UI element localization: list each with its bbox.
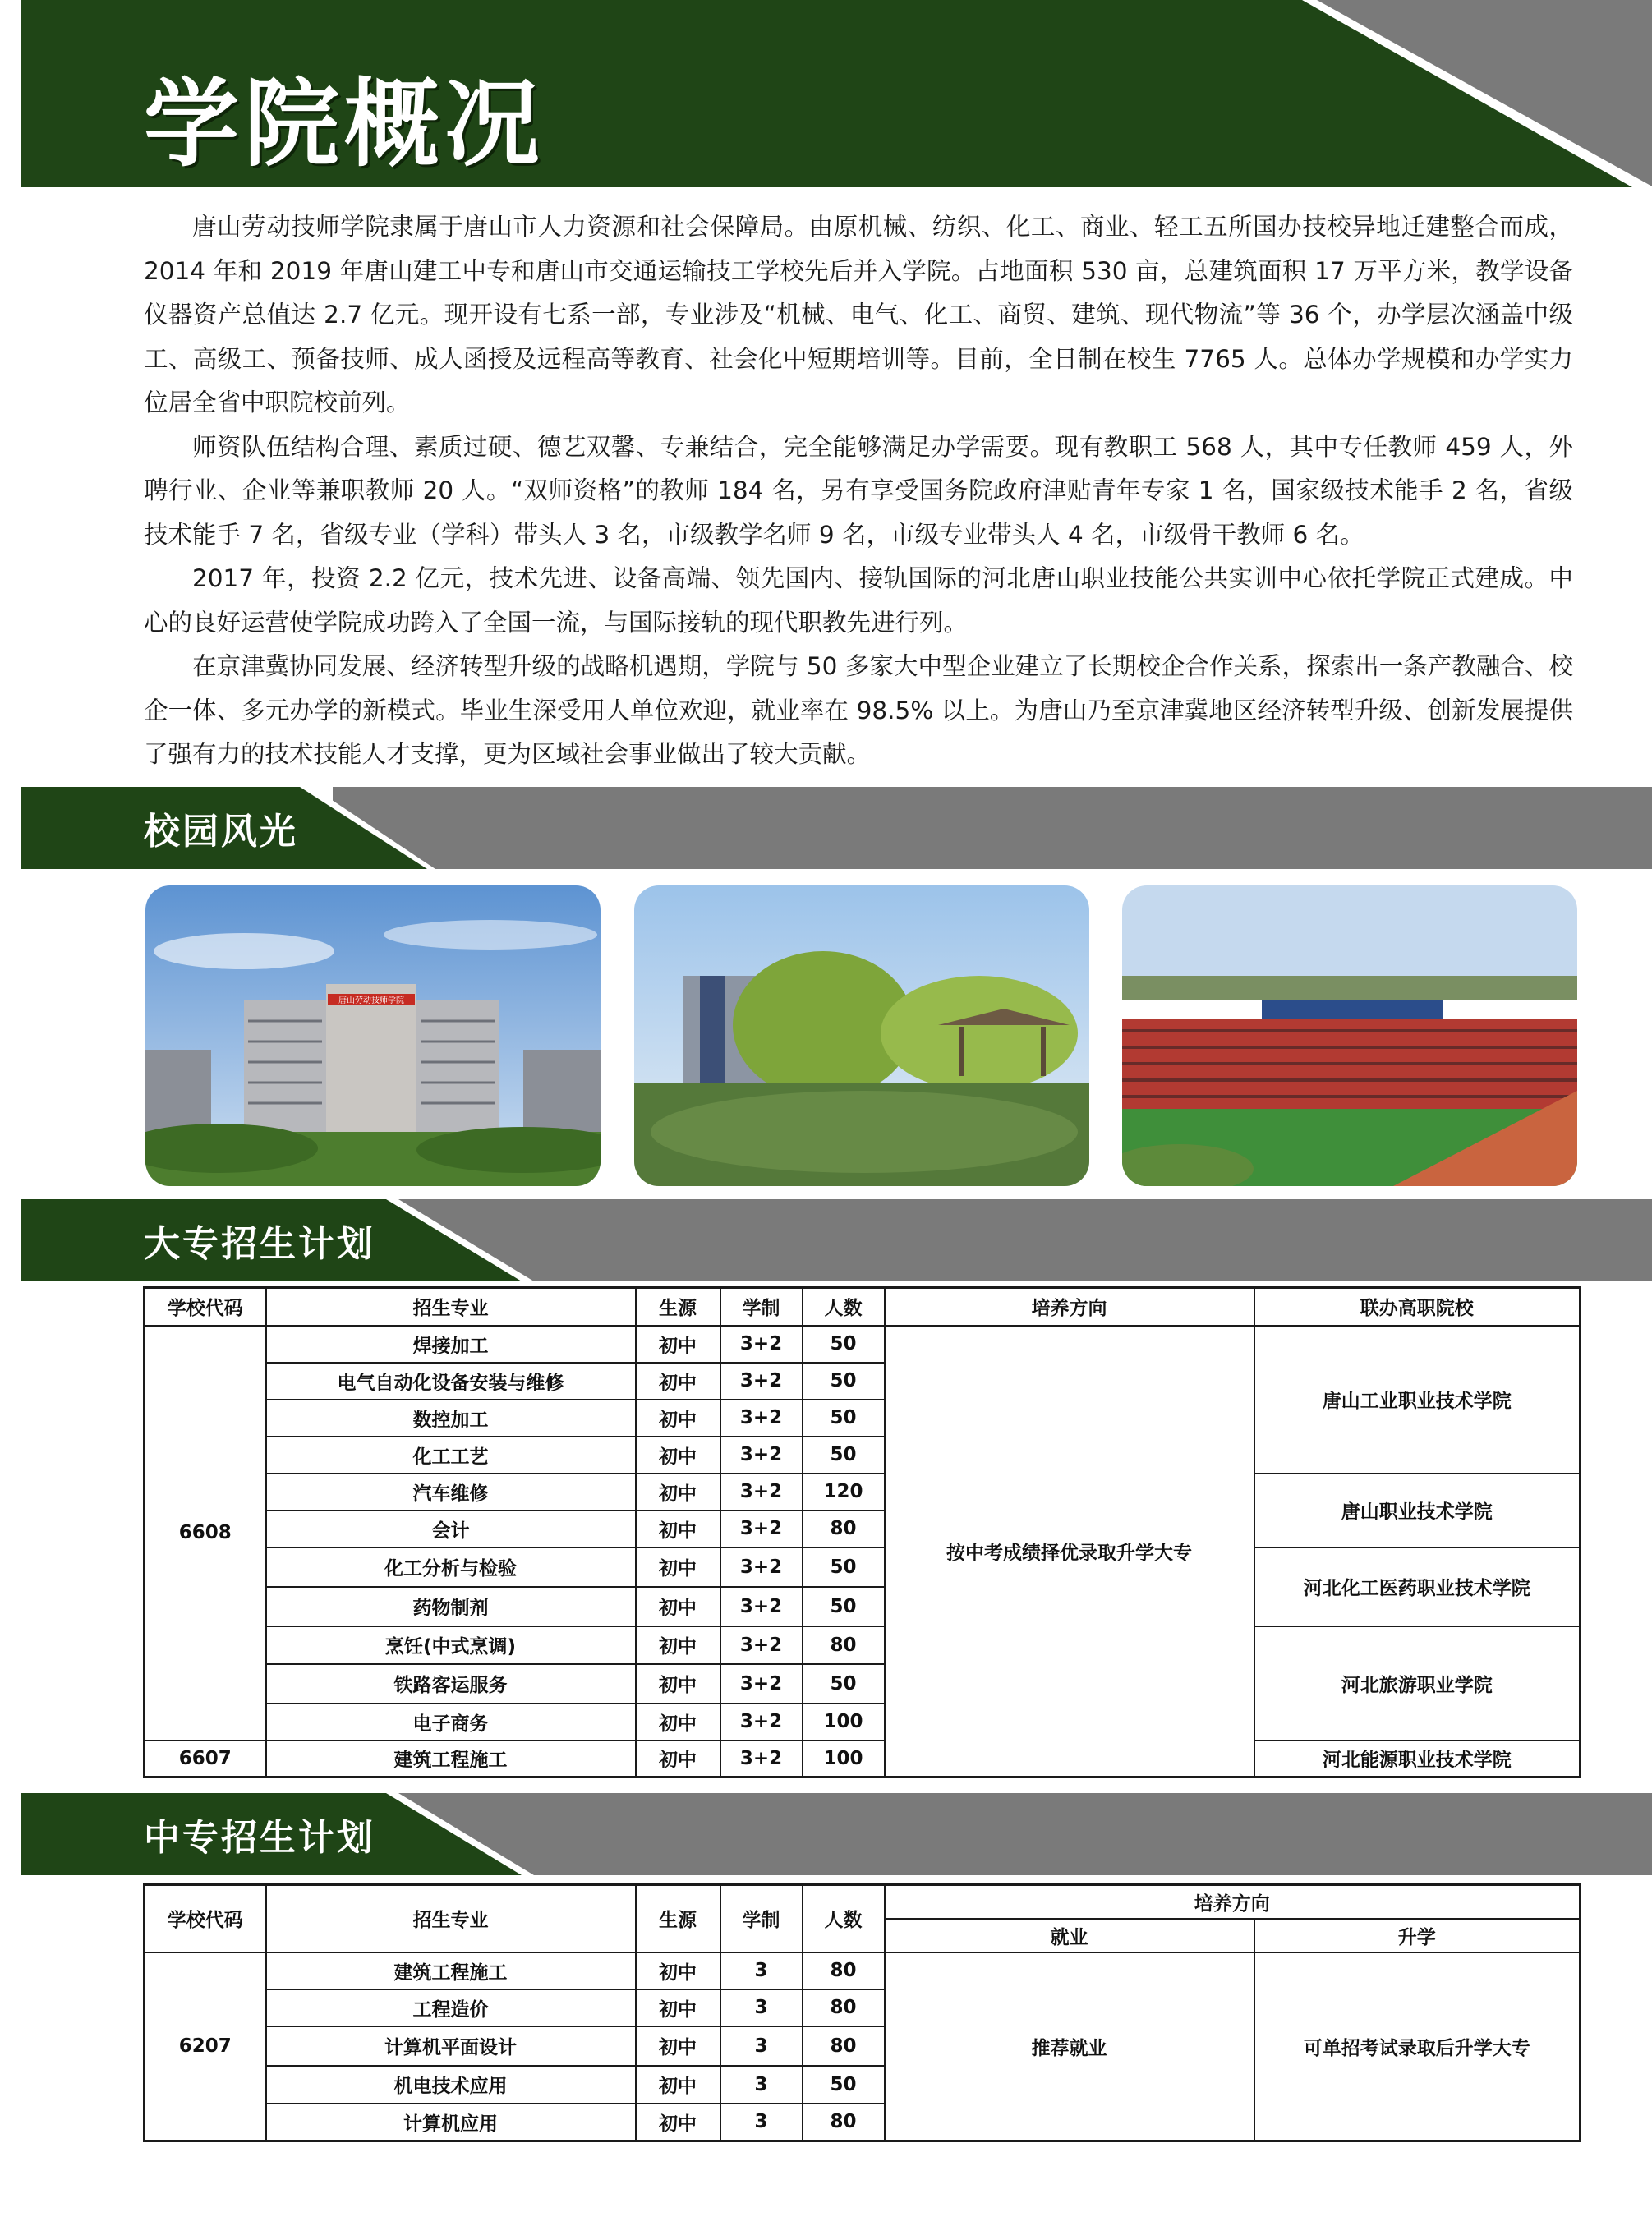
campus-building-photo (145, 885, 601, 1186)
length-cell: 3+2 (720, 1704, 803, 1741)
major-cell: 数控加工 (266, 1400, 636, 1437)
table-row (145, 1547, 1581, 1587)
length-cell: 3+2 (720, 1741, 803, 1777)
partner-college-cell: 河北化工医药职业技术学院 (1254, 1547, 1581, 1626)
direction-cell: 按中考成绩择优录取升学大专 (885, 1326, 1254, 1777)
header-school-code: 学校代码 (145, 1885, 266, 1952)
school-code-cell: 6608 (145, 1326, 266, 1741)
school-code-cell: 6207 (145, 1952, 266, 2141)
campus-field-photo (1122, 885, 1577, 1186)
college-plan-header (21, 1199, 1652, 1281)
length-cell: 3 (720, 2066, 803, 2104)
source-cell: 初中 (636, 1547, 720, 1587)
count-cell: 80 (803, 1626, 885, 1664)
further-study-cell: 可单招考试录取后升学大专 (1254, 1952, 1581, 2141)
source-cell: 初中 (636, 1400, 720, 1437)
count-cell: 80 (803, 1989, 885, 2026)
length-cell: 3 (720, 1989, 803, 2026)
major-cell: 焊接加工 (266, 1326, 636, 1363)
source-cell: 初中 (636, 1626, 720, 1664)
major-cell: 化工工艺 (266, 1437, 636, 1474)
major-cell: 会计 (266, 1511, 636, 1547)
source-cell: 初中 (636, 1326, 720, 1363)
source-cell: 初中 (636, 1704, 720, 1741)
major-cell: 计算机平面设计 (266, 2026, 636, 2066)
intro-paragraph: 唐山劳动技师学院隶属于唐山市人力资源和社会保障局。由原机械、纺织、化工、商业、轻工五所国办技校异地迁建整合而成，2014 年和 2019 年唐山建工中专和唐山市交通运输技工学校先后并入学院。占地面积 530 亩，总建筑面积 17 万平方米，教学设备仪器资产总值达 2.7 亿元。现开设有七系一部，专业涉及“机械、电气、化工、商贸、建筑、现代物流”等 36 个，办学层次涵盖中级工、高级工、预备技师、成人函授及远程高等教育、社会化中短期培训等。目前，全日制在校生 7765 人。总体办学规模和办学实力位居全省中职院校前列。 (144, 213, 1573, 416)
length-cell: 3 (720, 1952, 803, 1989)
major-cell: 烹饪(中式烹调) (266, 1626, 636, 1664)
length-cell: 3+2 (720, 1363, 803, 1400)
major-cell: 汽车维修 (266, 1474, 636, 1511)
source-cell: 初中 (636, 1741, 720, 1777)
college-plan-title: 大专招生计划 (144, 1223, 375, 1265)
header-further-study: 升学 (1254, 1919, 1581, 1952)
intro-text (144, 205, 1573, 777)
college-plan-table (143, 1286, 1581, 1778)
length-cell: 3+2 (720, 1326, 803, 1363)
header-major: 招生专业 (266, 1885, 636, 1952)
header-length: 学制 (720, 1885, 803, 1952)
major-cell: 建筑工程施工 (266, 1741, 636, 1777)
length-cell: 3 (720, 2104, 803, 2141)
school-code-cell: 6607 (145, 1741, 266, 1777)
page-title: 学院概况 (144, 69, 545, 180)
source-cell: 初中 (636, 2066, 720, 2104)
campus-section-title: 校园风光 (144, 811, 298, 853)
major-cell: 电子商务 (266, 1704, 636, 1741)
length-cell: 3 (720, 2026, 803, 2066)
source-cell: 初中 (636, 1989, 720, 2026)
header-direction: 培养方向 (885, 1288, 1254, 1326)
campus-pond-photo (634, 885, 1089, 1186)
header-length: 学制 (720, 1288, 803, 1326)
count-cell: 80 (803, 1952, 885, 1989)
count-cell: 100 (803, 1741, 885, 1777)
table-header-row (145, 1288, 1581, 1326)
length-cell: 3+2 (720, 1437, 803, 1474)
partner-college-cell: 河北能源职业技术学院 (1254, 1741, 1581, 1777)
header-partner-college: 联办高职院校 (1254, 1288, 1581, 1326)
count-cell: 80 (803, 1511, 885, 1547)
secondary-plan-title: 中专招生计划 (144, 1817, 375, 1859)
major-cell: 工程造价 (266, 1989, 636, 2026)
count-cell: 50 (803, 2066, 885, 2104)
source-cell: 初中 (636, 1952, 720, 1989)
count-cell: 50 (803, 1363, 885, 1400)
count-cell: 50 (803, 1437, 885, 1474)
count-cell: 50 (803, 1326, 885, 1363)
building-sign-text: 唐山劳动技师学院 (338, 996, 404, 1005)
table-row (145, 1626, 1581, 1664)
header-school-code: 学校代码 (145, 1288, 266, 1326)
length-cell: 3+2 (720, 1664, 803, 1704)
intro-paragraph: 2017 年，投资 2.2 亿元，技术先进、设备高端、领先国内、接轨国际的河北唐山职业技能公共实训中心依托学院正式建成。中心的良好运营使学院成功跨入了全国一流，与国际接轨的现代职教先进行列。 (144, 564, 1573, 637)
major-cell: 计算机应用 (266, 2104, 636, 2141)
length-cell: 3+2 (720, 1547, 803, 1587)
count-cell: 80 (803, 2104, 885, 2141)
major-cell: 铁路客运服务 (266, 1664, 636, 1704)
table-row (145, 1326, 1581, 1363)
count-cell: 50 (803, 1547, 885, 1587)
length-cell: 3+2 (720, 1511, 803, 1547)
source-cell: 初中 (636, 1664, 720, 1704)
header-source: 生源 (636, 1288, 720, 1326)
major-cell: 电气自动化设备安装与维修 (266, 1363, 636, 1400)
partner-college-cell: 唐山工业职业技术学院 (1254, 1326, 1581, 1474)
count-cell: 50 (803, 1400, 885, 1437)
secondary-plan-header (21, 1793, 1652, 1875)
partner-college-cell: 河北旅游职业学院 (1254, 1626, 1581, 1741)
count-cell: 80 (803, 2026, 885, 2066)
length-cell: 3+2 (720, 1626, 803, 1664)
table-row (145, 1952, 1581, 1989)
intro-paragraph: 在京津冀协同发展、经济转型升级的战略机遇期，学院与 50 多家大中型企业建立了长期校企合作关系，探索出一条产教融合、校企一体、多元办学的新模式。毕业生深受用人单位欢迎，就业率在 98.5% 以上。为唐山乃至京津冀地区经济转型升级、创新发展提供了强有力的技术技能人才支撑，更为区域社会事业做出了较大贡献。 (144, 652, 1573, 768)
major-cell: 建筑工程施工 (266, 1952, 636, 1989)
table-row (145, 1741, 1581, 1777)
top-header-banner (21, 0, 1652, 187)
partner-college-cell: 唐山职业技术学院 (1254, 1474, 1581, 1547)
major-cell: 药物制剂 (266, 1587, 636, 1626)
header-count: 人数 (803, 1288, 885, 1326)
table-row (145, 1474, 1581, 1511)
length-cell: 3+2 (720, 1587, 803, 1626)
source-cell: 初中 (636, 1474, 720, 1511)
major-cell: 机电技术应用 (266, 2066, 636, 2104)
secondary-plan-table (143, 1883, 1581, 2142)
header-major: 招生专业 (266, 1288, 636, 1326)
length-cell: 3+2 (720, 1474, 803, 1511)
source-cell: 初中 (636, 1511, 720, 1547)
count-cell: 100 (803, 1704, 885, 1741)
header-count: 人数 (803, 1885, 885, 1952)
employment-cell: 推荐就业 (885, 1952, 1254, 2141)
source-cell: 初中 (636, 2104, 720, 2141)
campus-section-header (21, 787, 1652, 869)
intro-paragraph: 师资队伍结构合理、素质过硬、德艺双馨、专兼结合，完全能够满足办学需要。现有教职工 568 人，其中专任教师 459 人，外聘行业、企业等兼职教师 20 人。“双师资格”的教师 184 名，另有享受国务院政府津贴青年专家 1 名，国家级技术能手 2 名，省级技术能手 7 名，省级专业（学科）带头人 3 名，市级教学名师 9 名，市级专业带头人 4 名，市级骨干教师 6 名。 (144, 432, 1573, 549)
count-cell: 120 (803, 1474, 885, 1511)
table-header-row (145, 1885, 1581, 1919)
major-cell: 化工分析与检验 (266, 1547, 636, 1587)
header-employment: 就业 (885, 1919, 1254, 1952)
source-cell: 初中 (636, 2026, 720, 2066)
count-cell: 50 (803, 1664, 885, 1704)
header-source: 生源 (636, 1885, 720, 1952)
source-cell: 初中 (636, 1363, 720, 1400)
source-cell: 初中 (636, 1587, 720, 1626)
length-cell: 3+2 (720, 1400, 803, 1437)
source-cell: 初中 (636, 1437, 720, 1474)
count-cell: 50 (803, 1587, 885, 1626)
header-direction: 培养方向 (885, 1885, 1581, 1919)
